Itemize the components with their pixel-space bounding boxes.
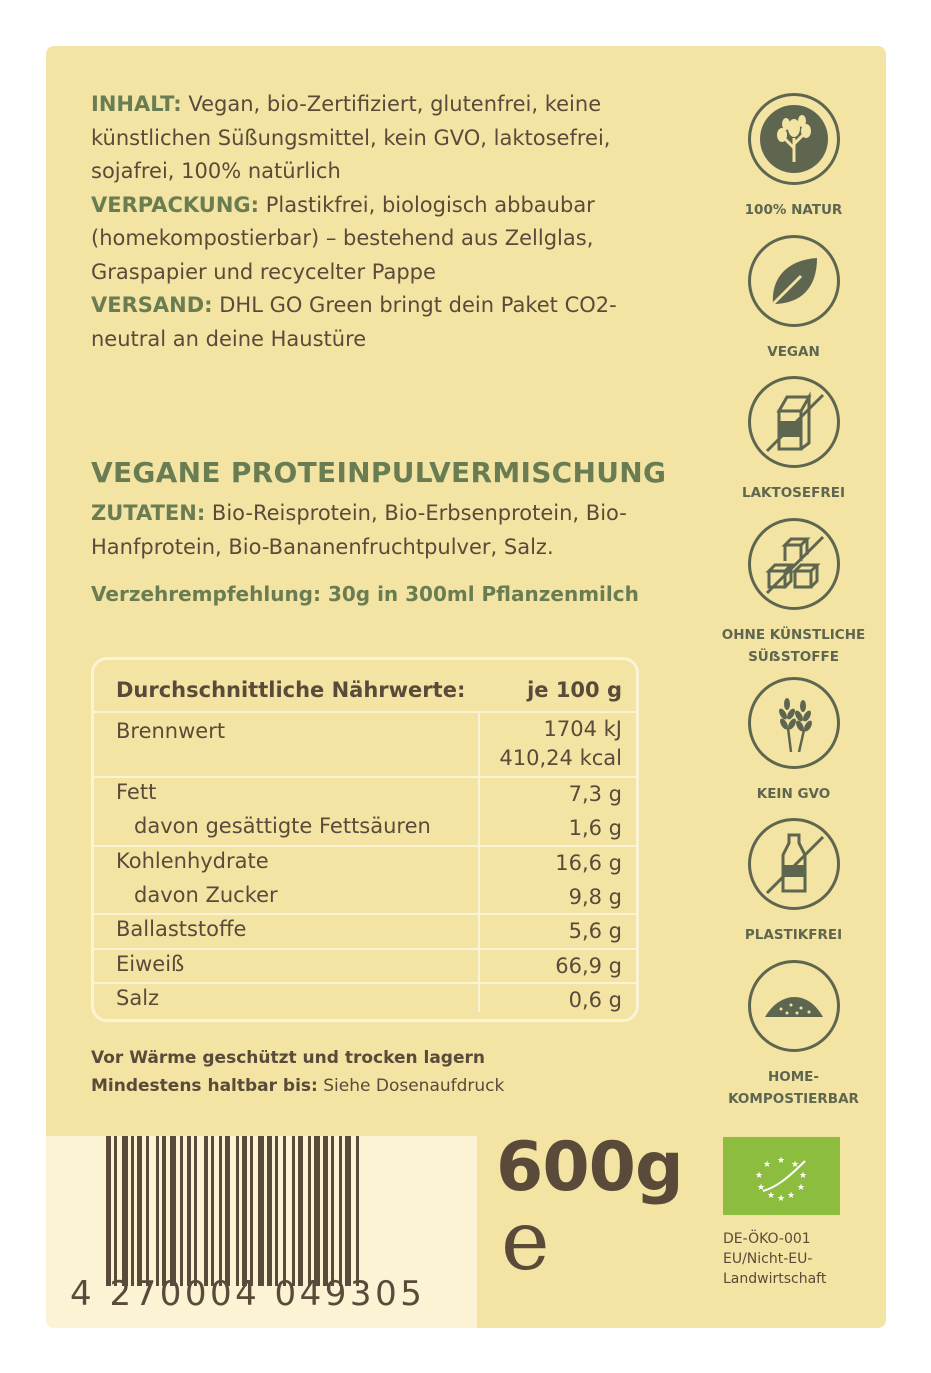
- table-divider: [478, 712, 480, 1012]
- barcode-bar: [298, 1136, 303, 1286]
- table-divider: [94, 948, 636, 950]
- nutrition-table: Durchschnittliche Nährwerte: je 100 g Brennwert 1704 kJ 410,24 kcal Fett 7,3 g davon gesättigte Fettsäuren 1,6 g Kohlenhydrate 16,6 g davon Zucker 9,8 g Ballaststoffe 5,6 g Eiweiß 66,9 g Salz 0,6 g: [91, 657, 639, 1022]
- svg-text:★: ★: [766, 1191, 776, 1201]
- badge-plastikfrei: PLASTIKFREI: [701, 818, 886, 946]
- barcode-bar: [339, 1136, 342, 1286]
- bottle-crossed-icon: [748, 818, 840, 910]
- barcode-number: 4 270004 049305: [70, 1274, 426, 1314]
- badge-gvo: KEIN GVO: [701, 677, 886, 805]
- certification-icons: [701, 46, 886, 1126]
- barcode-bar: [211, 1136, 214, 1286]
- storage-note: Vor Wärme geschützt und trocken lagern: [91, 1048, 485, 1068]
- barcode-bar: [106, 1136, 111, 1286]
- barcode-bar: [180, 1136, 183, 1286]
- table-divider: [94, 711, 636, 713]
- svg-text:★: ★: [776, 1156, 786, 1166]
- leaf-icon: [748, 235, 840, 327]
- barcode-bar: [122, 1136, 128, 1286]
- barcode-bar: [308, 1136, 311, 1286]
- barcode-bar: [162, 1136, 167, 1286]
- barcode-bar: [258, 1136, 264, 1286]
- barcode-bar: [114, 1136, 117, 1286]
- compost-pile-icon: [748, 960, 840, 1052]
- badge-vegan: VEGAN: [701, 235, 886, 363]
- barcode-bar: [187, 1136, 192, 1286]
- barcode-bar: [219, 1136, 222, 1286]
- barcode-bar: [146, 1136, 149, 1286]
- table-divider: [94, 845, 636, 847]
- svg-text:★: ★: [756, 1183, 766, 1193]
- content-line: INHALT: Vegan, bio-Zertifiziert, glutenfrei, keine künstlichen Süßungsmittel, kein GVO, laktosefrei, sojafrei, 100% natürlich: [91, 92, 611, 183]
- table-divider: [94, 982, 636, 984]
- barcode-bar: [345, 1136, 351, 1286]
- barcode-bar: [131, 1136, 134, 1286]
- svg-text:★: ★: [796, 1183, 806, 1193]
- table-divider: [94, 776, 636, 778]
- badge-compost: HOME-KOMPOSTIERBAR: [701, 960, 886, 1110]
- ingredients: ZUTATEN: Bio-Reisprotein, Bio-Erbsenprotein, Bio-Hanfprotein, Bio-Bananenfruchtpulver, Salz.: [91, 501, 627, 559]
- barcode: [46, 1136, 477, 1328]
- barcode-bar: [331, 1136, 334, 1286]
- serving-recommendation: Verzehrempfehlung: 30g in 300ml Pflanzenmilch: [91, 582, 639, 606]
- barcode-bar: [170, 1136, 176, 1286]
- eu-organic-logo: [723, 1137, 840, 1215]
- net-weight: 600g: [496, 1128, 683, 1207]
- svg-text:★: ★: [762, 1160, 772, 1170]
- badge-laktosefrei: LAKTOSEFREI: [701, 376, 886, 504]
- barcode-bars: [106, 1136, 418, 1286]
- barcode-bar: [323, 1136, 328, 1286]
- barcode-bar: [156, 1136, 159, 1286]
- barcode-bar: [204, 1136, 209, 1286]
- badge-natur: 100% NATUR: [701, 93, 886, 221]
- product-label: [46, 46, 886, 1328]
- barcode-bar: [267, 1136, 272, 1286]
- barcode-bar: [236, 1136, 239, 1286]
- barcode-bar: [275, 1136, 278, 1286]
- wheat-icon: [748, 677, 840, 769]
- estimated-sign: e: [501, 1194, 550, 1289]
- barcode-bar: [137, 1136, 142, 1286]
- barcode-bar: [242, 1136, 247, 1286]
- shipping-line: VERSAND: DHL GO Green bringt dein Paket CO2-neutral an deine Haustüre: [91, 293, 617, 351]
- product-title: VEGANE PROTEINPULVERMISCHUNG: [91, 456, 667, 489]
- tree-icon: [748, 93, 840, 185]
- barcode-bar: [194, 1136, 197, 1286]
- barcode-bar: [283, 1136, 286, 1286]
- packaging-line: VERPACKUNG: Plastikfrei, biologisch abbaubar (homekompostierbar) – bestehend aus Zellglas, Graspapier und recycelter Pappe: [91, 192, 595, 284]
- barcode-bar: [314, 1136, 320, 1286]
- table-divider: [94, 913, 636, 915]
- best-before-note: Mindestens haltbar bis: Siehe Dosenaufdruck: [91, 1076, 505, 1096]
- svg-text:★: ★: [790, 1160, 800, 1170]
- sugar-cubes-crossed-icon: [748, 518, 840, 610]
- svg-text:★: ★: [776, 1194, 786, 1204]
- badge-sweeteners: OHNE KÜNSTLICHE SÜẞSTOFFE: [701, 518, 886, 668]
- svg-text:★: ★: [798, 1171, 808, 1181]
- svg-text:★: ★: [754, 1171, 764, 1181]
- intro-text: [91, 88, 651, 356]
- barcode-bar: [250, 1136, 253, 1286]
- barcode-bar: [225, 1136, 230, 1286]
- barcode-bar: [356, 1136, 359, 1286]
- barcode-bar: [292, 1136, 295, 1286]
- svg-text:★: ★: [786, 1191, 796, 1201]
- eu-control-code: DE-ÖKO-001 EU/Nicht-EU- Landwirtschaft: [723, 1231, 827, 1287]
- milk-carton-crossed-icon: [748, 376, 840, 468]
